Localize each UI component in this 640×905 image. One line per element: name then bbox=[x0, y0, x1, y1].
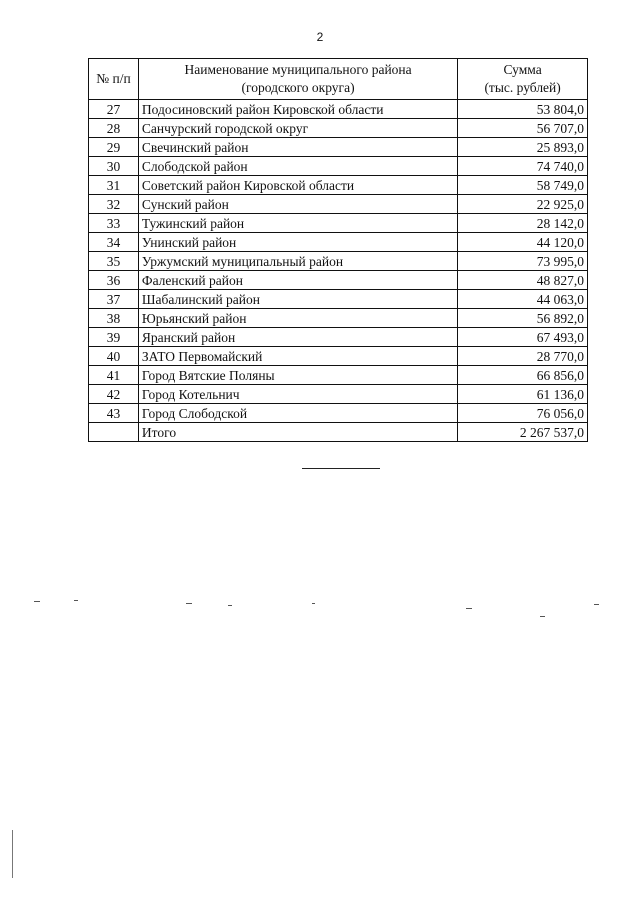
row-sum: 67 493,0 bbox=[458, 328, 588, 347]
total-sum: 2 267 537,0 bbox=[458, 423, 588, 442]
row-name: Свечинский район bbox=[138, 138, 457, 157]
total-row bbox=[89, 423, 588, 442]
header-num-label: № п/п bbox=[96, 71, 131, 86]
scan-speck bbox=[594, 604, 599, 605]
row-sum: 28 770,0 bbox=[458, 347, 588, 366]
row-name: Подосиновский район Кировской области bbox=[138, 100, 457, 119]
row-name: Уржумский муниципальный район bbox=[138, 252, 457, 271]
table-row bbox=[89, 138, 588, 157]
separator-line bbox=[302, 468, 380, 469]
row-sum: 44 120,0 bbox=[458, 233, 588, 252]
row-sum: 73 995,0 bbox=[458, 252, 588, 271]
header-sum-line1: Сумма bbox=[503, 62, 542, 77]
scan-speck bbox=[186, 603, 192, 604]
row-sum: 74 740,0 bbox=[458, 157, 588, 176]
row-name: Советский район Кировской области bbox=[138, 176, 457, 195]
row-sum: 61 136,0 bbox=[458, 385, 588, 404]
row-number: 40 bbox=[89, 347, 139, 366]
row-number: 31 bbox=[89, 176, 139, 195]
table-row bbox=[89, 157, 588, 176]
row-name: Юрьянский район bbox=[138, 309, 457, 328]
row-number: 28 bbox=[89, 119, 139, 138]
row-name: Унинский район bbox=[138, 233, 457, 252]
row-sum: 53 804,0 bbox=[458, 100, 588, 119]
row-number: 42 bbox=[89, 385, 139, 404]
row-name: Тужинский район bbox=[138, 214, 457, 233]
table-row bbox=[89, 366, 588, 385]
header-num bbox=[89, 59, 139, 100]
table-row bbox=[89, 347, 588, 366]
row-sum: 58 749,0 bbox=[458, 176, 588, 195]
table-row bbox=[89, 309, 588, 328]
table-header-row bbox=[89, 59, 588, 100]
table-row bbox=[89, 233, 588, 252]
row-number: 41 bbox=[89, 366, 139, 385]
row-sum: 25 893,0 bbox=[458, 138, 588, 157]
scan-speck bbox=[34, 601, 40, 602]
row-sum: 76 056,0 bbox=[458, 404, 588, 423]
table-row bbox=[89, 176, 588, 195]
scan-speck bbox=[228, 605, 232, 606]
row-number: 34 bbox=[89, 233, 139, 252]
table-row bbox=[89, 195, 588, 214]
row-sum: 48 827,0 bbox=[458, 271, 588, 290]
scan-speck bbox=[540, 616, 545, 617]
row-number: 43 bbox=[89, 404, 139, 423]
table-row bbox=[89, 404, 588, 423]
row-number: 38 bbox=[89, 309, 139, 328]
table-body bbox=[89, 100, 588, 442]
row-number: 36 bbox=[89, 271, 139, 290]
row-name: Слободской район bbox=[138, 157, 457, 176]
total-label: Итого bbox=[138, 423, 457, 442]
row-sum: 28 142,0 bbox=[458, 214, 588, 233]
table-row bbox=[89, 271, 588, 290]
row-sum: 44 063,0 bbox=[458, 290, 588, 309]
row-name: Сунский район bbox=[138, 195, 457, 214]
table-row bbox=[89, 385, 588, 404]
row-name: Шабалинский район bbox=[138, 290, 457, 309]
scan-speck bbox=[466, 608, 472, 609]
table-row bbox=[89, 252, 588, 271]
row-number: 35 bbox=[89, 252, 139, 271]
table-row bbox=[89, 214, 588, 233]
budget-allocation-table bbox=[88, 58, 588, 442]
header-name-line1: Наименование муниципального района bbox=[184, 62, 412, 77]
row-name: Город Вятские Поляны bbox=[138, 366, 457, 385]
row-number: 30 bbox=[89, 157, 139, 176]
table-row bbox=[89, 328, 588, 347]
row-name: Город Котельнич bbox=[138, 385, 457, 404]
row-sum: 56 892,0 bbox=[458, 309, 588, 328]
row-sum: 56 707,0 bbox=[458, 119, 588, 138]
header-name bbox=[138, 59, 457, 100]
row-number: 37 bbox=[89, 290, 139, 309]
row-sum: 66 856,0 bbox=[458, 366, 588, 385]
row-number: 32 bbox=[89, 195, 139, 214]
row-name: Фаленский район bbox=[138, 271, 457, 290]
page-number: 2 bbox=[316, 30, 324, 44]
row-sum: 22 925,0 bbox=[458, 195, 588, 214]
row-number: 27 bbox=[89, 100, 139, 119]
row-name: ЗАТО Первомайский bbox=[138, 347, 457, 366]
header-name-line2: (городского округа) bbox=[241, 80, 355, 95]
scan-speck bbox=[312, 603, 315, 604]
header-sum bbox=[458, 59, 588, 100]
row-number: 33 bbox=[89, 214, 139, 233]
scan-speck bbox=[74, 600, 78, 601]
row-number: 39 bbox=[89, 328, 139, 347]
table-row bbox=[89, 119, 588, 138]
row-name: Яранский район bbox=[138, 328, 457, 347]
table-row bbox=[89, 290, 588, 309]
total-number bbox=[89, 423, 139, 442]
header-sum-line2: (тыс. рублей) bbox=[484, 80, 561, 95]
row-number: 29 bbox=[89, 138, 139, 157]
scan-edge-line bbox=[12, 830, 13, 878]
table-row bbox=[89, 100, 588, 119]
row-name: Город Слободской bbox=[138, 404, 457, 423]
row-name: Санчурский городской округ bbox=[138, 119, 457, 138]
